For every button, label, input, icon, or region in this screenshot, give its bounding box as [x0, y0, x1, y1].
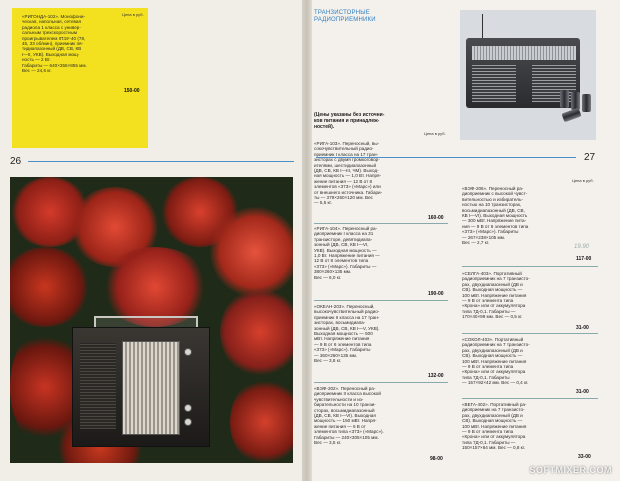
radio-speaker-grille: [472, 64, 516, 102]
radio-tuning-scale: [472, 46, 576, 60]
page-rule-left: [28, 161, 294, 162]
product-price: 31-00: [576, 389, 589, 395]
product-description: «РИГА-103». Переносный, вы- сокочувствительный радио- приемник I класса на 17 тран- зисторах с двумя громкоговор- ителями, шестидиапазонный (ДВ, СВ, КВ I—III, ЧМ). Выход- ная мощность — 1,0 Вт. Напря- жение питания — 12 В от 8 элементов «373» («Марс») или от внешнего источника. Габари- ты — 379×260×120 мм. Вес — 5,5 кг.: [314, 141, 383, 206]
riga102-description: «РИГОНДА-102». Монофони- ческая, напольная, сетевая радиола 1 класса с универ- сальным трехскоростным проигрывателем IПЭУ-40 (78, 45, 33 об/мин), приемник пя- тидиапазонный (ДВ, СВ, КВ I—II, УКВ). Выходная мощ- ность — 2 Вт. Габариты — 640×355×855 мм. Вес — 24,6 кг.: [22, 14, 87, 74]
radio-antenna: [482, 14, 483, 40]
pencil-note: 19.90: [574, 244, 590, 250]
radiola-knob: [184, 404, 192, 412]
price-label: Цена в руб.: [572, 178, 594, 183]
product-price: 33-00: [578, 454, 591, 460]
product-description: «ВЭФ-202». Переносный ра- диоприемник II класса высокой чувствительности и из- бирательности на 10 транзи- сторах, восьмидиапазонный (ДВ, СВ, КВ I—VI). Выходная мощность — 150 мВт. Напря- жение питания — 6 В от элементов типа «373» («Марс»). Габариты — 240×305×105 мм. Вес — 3,5 кг.: [314, 386, 384, 446]
product-description: «РИГА-104». Переносный ра- диоприемник I класса на 31 транзисторе, девятидиапа- зонный (ДВ, СВ, КВ I—VI, УКВ). Выходная мощность — 1,0 Вт. Напряжение питания — 12 В от 8 элементов типа «373» («Марс»). Габариты — 380×260×135 мм. Вес — 6,0 кг.: [314, 226, 380, 280]
product-description: «ОКЕАН-203». Переносный, высокочувствительный радио- приемник II класса на 17 тран- зисторах, восьмидиапа- зонный (ДВ, СВ, КВ I—V, УКВ). Выходная мощность — 500 мВт. Напряжение питания — 9 В от 6 элементов типа «373» («Марс»). Габариты — 360×260×135 мм. Вес — 3,8 кг.: [314, 304, 380, 364]
page-number-left: 26: [10, 156, 22, 167]
radiola-knob: [184, 418, 192, 426]
item-separator: [314, 300, 448, 301]
product-description: «ВЕГА-402». Портативный ра- диоприемник на 7 транзисто- рах, двухдиапазонный (ДВ и СВ). Выходная мощность — 100 мВт. Напряжение питания — 9 В от элемента типа «Крона» или от аккумулятора типа 7Д-0,1. Габариты — 150×157×64 мм. Вес — 0,8 кг.: [462, 402, 527, 451]
item-separator: [314, 382, 448, 383]
product-description: «СОКОЛ-403». Портативный радиоприемник на 7 транзисто- рах, двухдиапазонный (ДВ и СВ). Выходная мощность — 100 мВт. Напряжение питания — 9 В от элемента типа «Крона» или от аккумулятора типа 7Д-0,1. Габариты — 157×92×42 мм. Вес — 0,4 кг.: [462, 337, 530, 386]
item-separator: [314, 223, 448, 224]
radiola-knob: [184, 348, 192, 356]
product-description: «СЕЛГА-403». Портативный радиоприемник на 7 транзисто- рах, двухдиапазонный (ДВ и СВ). Выходная мощность — 100 мВт. Напряжение питания — 9 В от элемента типа «Крона» или от аккумулятора типа 7Д-0,1. Габариты — 170×40×99 мм. Вес — 0,5 кг.: [462, 271, 530, 320]
riga102-price: 150-00: [124, 88, 140, 94]
price-label: Цена в руб.: [424, 131, 446, 136]
item-separator: [462, 333, 598, 334]
page-number-right: 27: [584, 152, 596, 163]
product-price: 98-00: [430, 456, 443, 462]
radiola-dial-panel: [122, 341, 180, 435]
section-heading: ТРАНЗИСТОРНЫЕ РАДИОПРИЕМНИКИ: [314, 10, 376, 23]
product-price: 31-00: [576, 325, 589, 331]
battery-icon: [571, 92, 580, 110]
product-price: 160-00: [428, 215, 444, 221]
battery-icon: [582, 94, 591, 112]
product-price: 190-00: [428, 291, 444, 297]
price-label: Цена в руб.: [122, 12, 144, 17]
battery-icon: [560, 90, 569, 108]
radiola-speaker-grille: [80, 343, 116, 429]
product-price: 117-00: [576, 256, 592, 262]
radio-speaker-grille: [532, 64, 576, 102]
item-separator: [462, 266, 598, 267]
product-price: 132-00: [428, 373, 444, 379]
product-description: «ВЭФ-206». Переносный ра- диоприемник с высокой чувст- вительностью и избиратель- ностью на 10 транзисторах, восьмидиапазонный (ДВ, СВ, КВ I—VI). Выходная мощность — 300 мВт. Напряжение пита- ния — 9 В от 6 элементов типа «373» («Марс»). Габариты — 267×238×105 мм. Вес — 2,7 кг.: [462, 186, 529, 246]
book-spine: [302, 0, 312, 481]
item-separator: [462, 398, 598, 399]
watermark: SOFTMIXER.COM: [529, 465, 612, 475]
prices-note: (Цены указаны без источни- ков питания и принадлеж- ностей).: [314, 112, 385, 130]
